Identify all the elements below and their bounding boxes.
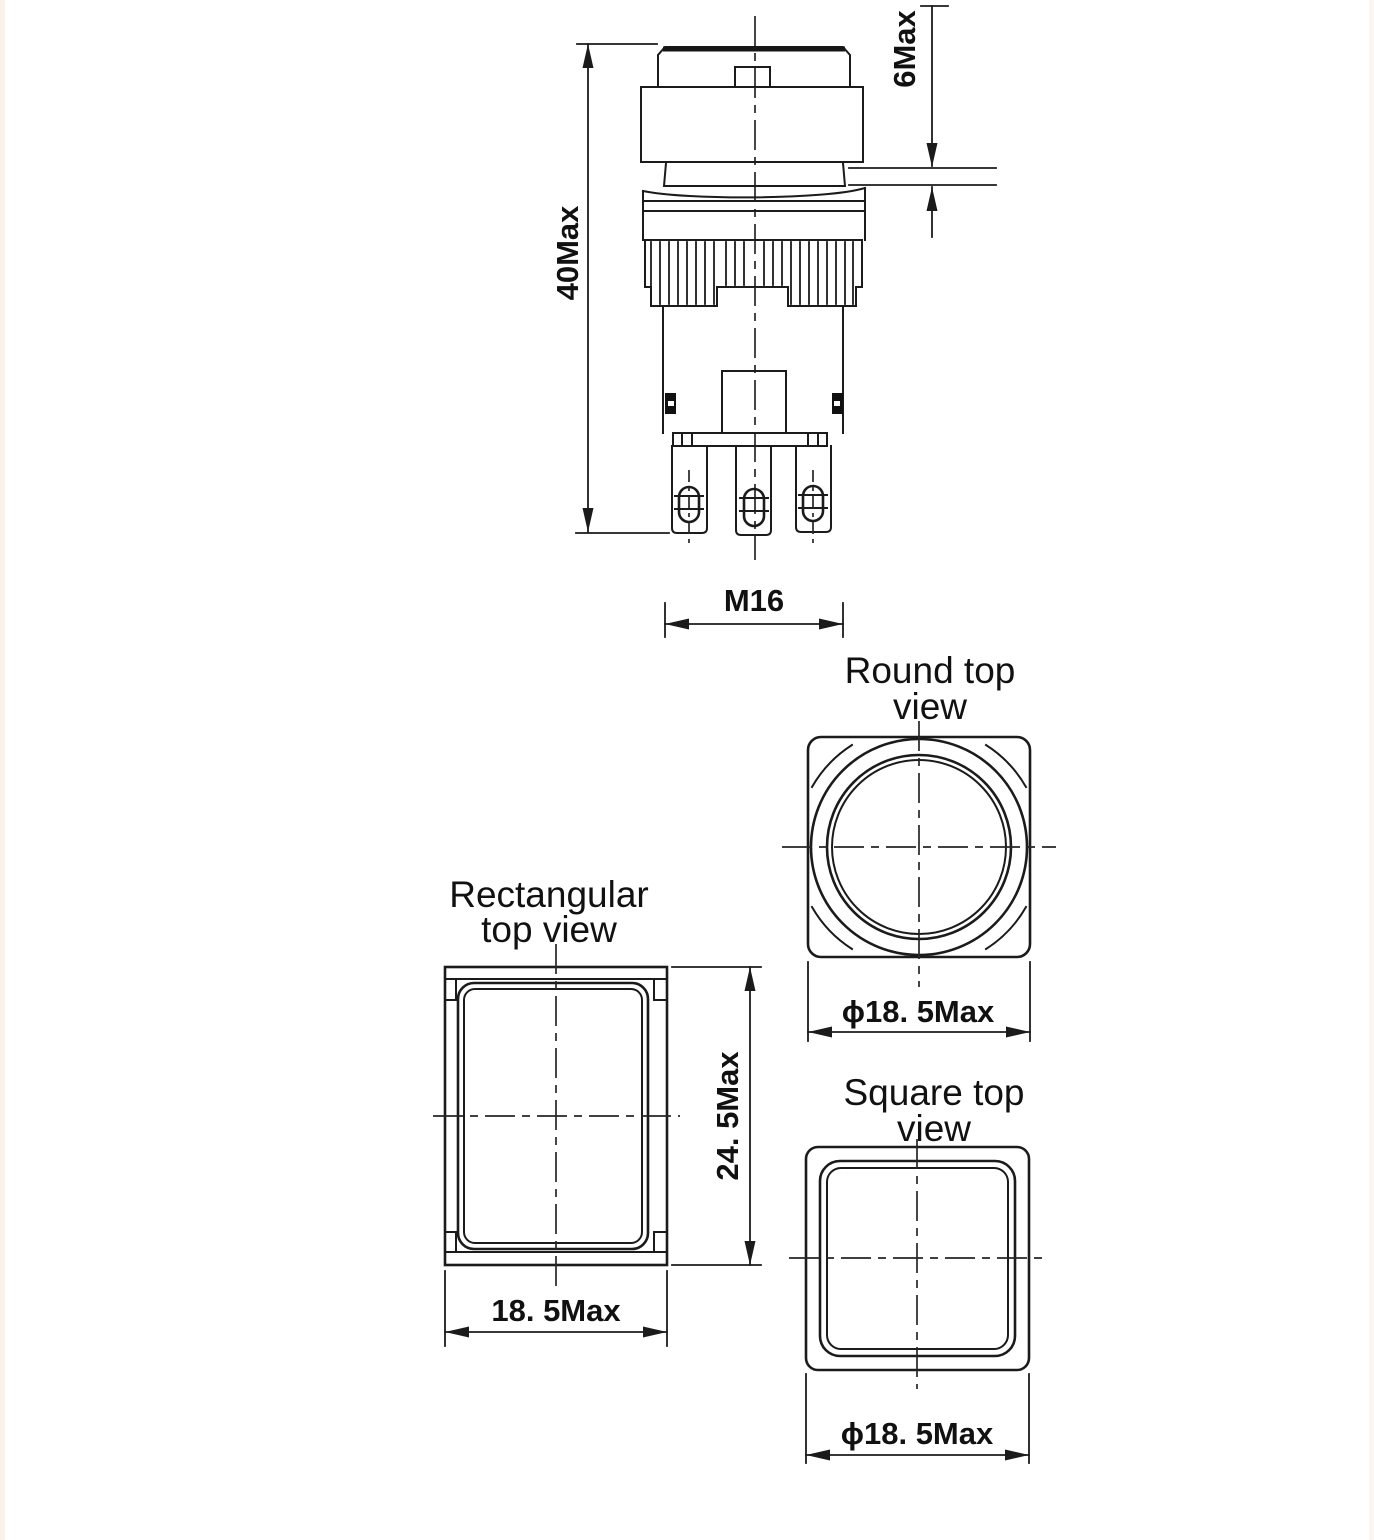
dim-6max-arrow-up	[927, 187, 938, 211]
dimension-6max	[849, 6, 996, 237]
left-edge-tint	[0, 0, 5, 1540]
actuator-block	[722, 371, 786, 433]
dim-rect-width-label: 18. 5Max	[491, 1293, 621, 1328]
body-sides	[663, 306, 843, 433]
dimension-rect-height	[672, 967, 761, 1265]
dim-round-arrow-right	[1006, 1027, 1030, 1038]
left-clip-slot	[668, 401, 674, 406]
dim-m16-arrow-right	[819, 619, 843, 630]
dim-round-label: ϕ18. 5Max	[841, 994, 995, 1029]
dim-40max-arrow-up	[583, 44, 594, 68]
bezel-top-arc	[643, 188, 865, 197]
dim-6max-label: 6Max	[887, 10, 922, 88]
dim-round-arrow-left	[808, 1027, 832, 1038]
terminal-center	[736, 446, 771, 535]
dim-6max-extension-lines	[849, 168, 996, 185]
bezel	[643, 188, 865, 240]
square-top-view	[789, 1072, 1049, 1463]
dimension-m16	[665, 583, 843, 637]
dim-m16-arrow-left	[665, 619, 689, 630]
base-plate-outline	[673, 433, 827, 446]
round-top-view	[782, 650, 1056, 1041]
dim-rect-height-label: 24. 5Max	[710, 1051, 745, 1181]
round-view-title-line1: Round top	[844, 650, 1016, 691]
button-barrel-outline	[641, 87, 863, 162]
round-view-title-line2: view	[892, 686, 968, 727]
dim-square-arrow-left	[806, 1450, 830, 1461]
square-view-title-line1: Square top	[843, 1072, 1025, 1113]
base-plate-notches	[682, 433, 818, 446]
dim-40max-arrow-down	[583, 508, 594, 532]
dim-m16-label: M16	[723, 583, 785, 618]
bezel-face-lines	[643, 201, 865, 211]
right-clip-slot	[834, 401, 840, 406]
dim-40max-extension-lines	[576, 44, 669, 533]
dim-6max-arrow-down	[927, 143, 938, 167]
rectangular-top-view	[433, 874, 761, 1346]
knurl-lines-middle	[726, 242, 782, 285]
cap-key-tab	[735, 67, 770, 87]
rect-view-title-line1: Rectangular	[449, 874, 649, 915]
dim-square-arrow-right	[1005, 1450, 1029, 1461]
base-plate	[673, 433, 827, 446]
dim-rect-height-arrow-up	[745, 967, 756, 991]
knurled-nut	[645, 240, 862, 306]
dim-rect-height-arrow-down	[745, 1241, 756, 1265]
dim-rect-width-arrow-right	[643, 1327, 667, 1338]
dim-rect-width-arrow-left	[445, 1327, 469, 1338]
square-view-title-line2: view	[896, 1108, 972, 1149]
dim-40max-label: 40Max	[550, 205, 585, 301]
terminals	[672, 446, 831, 548]
dim-square-label: ϕ18. 5Max	[840, 1416, 994, 1451]
side-view	[550, 6, 996, 637]
knurl-lines-flanks	[651, 242, 853, 304]
terminal-center-slot	[744, 489, 764, 526]
rect-view-title-line2: top view	[481, 909, 617, 950]
right-edge-tint	[1369, 0, 1374, 1540]
